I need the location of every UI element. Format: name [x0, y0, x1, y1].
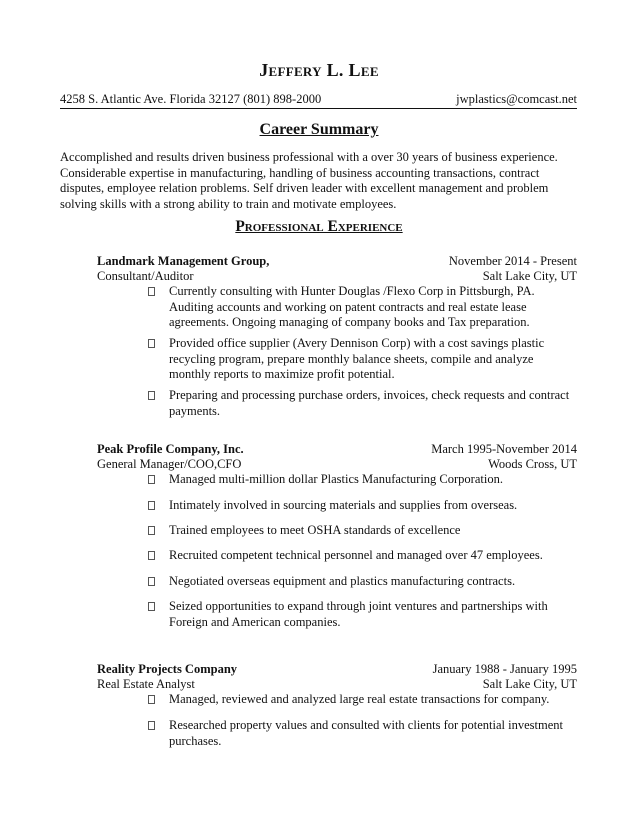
job-role-line-reality-projects [97, 677, 577, 692]
list-item: Seized opportunities to expand through joint ventures and partnerships with Foreign and American companies. [148, 599, 578, 630]
list-item: Provided office supplier (Avery Dennison Corp) with a cost savings plastic recycling program, prepare monthly balance sheets, compile and analyze monthly reports to maximize profit potential. [148, 336, 578, 383]
bullet-icon [148, 475, 155, 484]
career-summary-heading: Career Summary [259, 121, 379, 138]
job-dates: November 2014 - Present [448, 254, 577, 268]
resume-name: Jeffery L. Lee [259, 60, 379, 80]
list-item: Intimately involved in sourcing materials and supplies from overseas. [148, 498, 578, 514]
list-item: Managed multi-million dollar Plastics Manufacturing Corporation. [148, 472, 578, 488]
job-role: Real Estate Analyst [97, 677, 195, 691]
bullet-icon [148, 577, 155, 586]
job-role-line-landmark [97, 269, 577, 284]
job-header-reality-projects [97, 662, 577, 677]
email-address: jwplastics@comcast.net [456, 92, 577, 106]
list-item: Preparing and processing purchase orders, invoices, check requests and contract payments. [148, 388, 578, 419]
professional-experience-heading: Professional Experience [235, 218, 403, 235]
job-role-line-peak-profile [97, 457, 577, 472]
job-role: Consultant/Auditor [97, 269, 194, 283]
company-name: Reality Projects Company [97, 662, 238, 676]
career-summary-text: Accomplished and results driven business professional with a over 30 years of business experience. Considerable expertise in manufacturing, handling of business accounting transactions, contract disputes, employee relation problems. Self driven leader with excellent management and problem solving skills with a strong ability to train and motivate employees. [60, 150, 558, 211]
bullet-icon [148, 501, 155, 510]
job-header-landmark [97, 254, 577, 269]
list-item: Trained employees to meet OSHA standards of excellence [148, 523, 578, 539]
job-dates: January 1988 - January 1995 [432, 662, 577, 676]
list-item: Currently consulting with Hunter Douglas /Flexo Corp in Pittsburgh, PA. Auditing accounts and working on patent contracts and real estate lease agreements. Ongoing managing of company books and Tax preparation. [148, 284, 578, 331]
bullet-icon [148, 551, 155, 560]
bullet-icon [148, 602, 155, 611]
contact-line [60, 92, 577, 109]
job-location: Salt Lake City, UT [482, 677, 577, 691]
bullet-icon [148, 339, 155, 348]
list-item: Negotiated overseas equipment and plastics manufacturing contracts. [148, 574, 578, 590]
list-item: Researched property values and consulted with clients for potential investment purchases. [148, 718, 578, 749]
list-item: Recruited competent technical personnel and managed over 47 employees. [148, 548, 578, 564]
bullet-icon [148, 721, 155, 730]
list-item: Managed, reviewed and analyzed large real estate transactions for company. [148, 692, 578, 708]
company-name: Peak Profile Company, Inc. [97, 442, 244, 456]
company-name: Landmark Management Group, [97, 254, 270, 268]
job-role: General Manager/COO,CFO [97, 457, 242, 471]
bullet-icon [148, 695, 155, 704]
bullet-icon [148, 391, 155, 400]
bullet-icon [148, 287, 155, 296]
job-location: Woods Cross, UT [488, 457, 577, 471]
bullet-icon [148, 526, 155, 535]
job-dates: March 1995-November 2014 [431, 442, 577, 456]
address-phone: 4258 S. Atlantic Ave. Florida 32127 (801) 898-2000 [60, 92, 322, 106]
job-header-peak-profile [97, 442, 577, 457]
job-location: Salt Lake City, UT [482, 269, 577, 283]
